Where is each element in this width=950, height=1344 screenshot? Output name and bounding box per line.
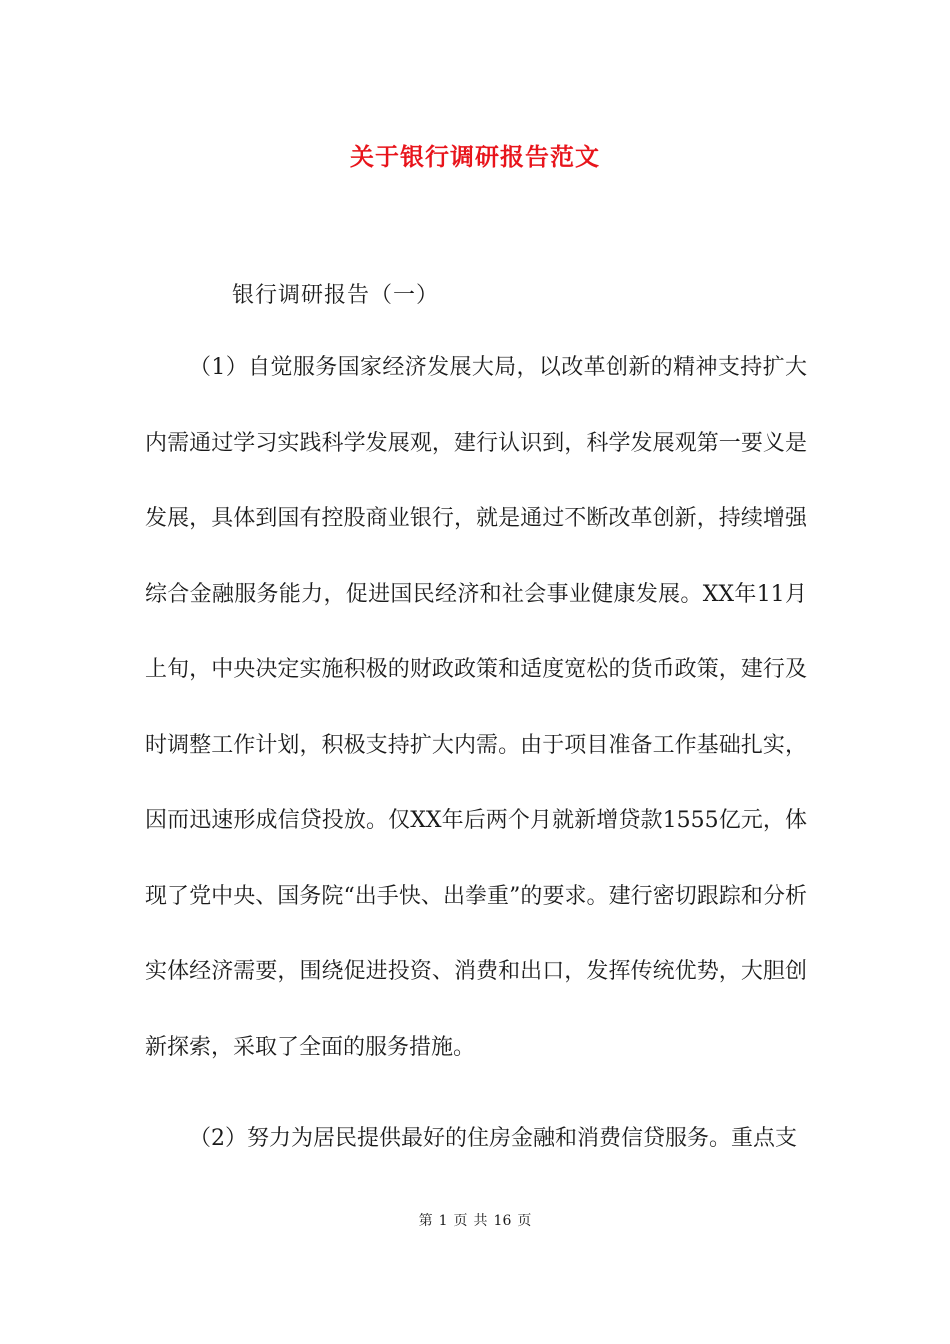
footer-label-ye-2: 页: [517, 1213, 532, 1229]
paragraph-1: （1）自觉服务国家经济发展大局，以改革创新的精神支持扩大内需通过学习实践科学发展观，建行认识到，科学发展观第一要义是发展，具体到国有控股商业银行，就是通过不断改革创新，持续增强综合金融服务能力，促进国民经济和社会事业健康发展。XX年11月上旬，中央决定实施积极的财政政策和适度宽松的货币政策，建行及时调整工作计划，积极支持扩大内需。由于项目准备工作基础扎实，因而迅速形成信贷投放。仅XX年后两个月就新增贷款1555亿元，体现了党中央、国务院“出手快、出拳重”的要求。建行密切跟踪和分析实体经济需要，围绕促进投资、消费和出口，发挥传统优势，大胆创新探索，采取了全面的服务措施。: [145, 355, 807, 1060]
footer-label-gong: 共: [473, 1213, 488, 1229]
footer-label-ye: 页: [453, 1213, 468, 1229]
footer-label-di: 第: [418, 1213, 433, 1229]
paragraph-2: （2）努力为居民提供最好的住房金融和消费信贷服务。重点支: [189, 1126, 797, 1151]
page-footer: [0, 1210, 950, 1230]
document-title: 关于银行调研报告范文: [350, 142, 600, 171]
footer-total-pages: 16: [493, 1213, 512, 1229]
section-heading: 银行调研报告（一）: [232, 283, 440, 308]
footer-current-page: 1: [438, 1213, 448, 1229]
